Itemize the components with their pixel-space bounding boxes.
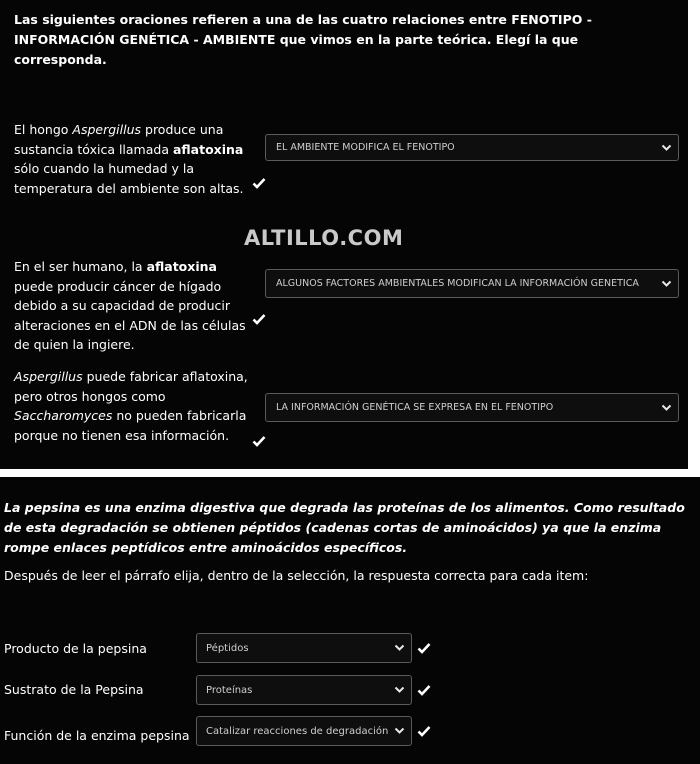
- chevron-down-icon: [394, 686, 405, 694]
- item-label-producto: Producto de la pepsina: [4, 641, 147, 656]
- check-icon: [417, 642, 431, 654]
- question-text-1: El hongo Aspergillus produce una sustancia tóxica llamada aflatoxina sólo cuando la humedad y la temperatura del ambiente son altas.: [14, 122, 244, 196]
- check-icon: [417, 684, 431, 696]
- question-text-3: Aspergillus puede fabricar aflatoxina, pero otros hongos como Saccharomyces no pueden fabricarla porque no tienen esa información.: [14, 369, 248, 443]
- chevron-down-icon: [394, 644, 405, 652]
- check-icon: [252, 435, 266, 447]
- chevron-down-icon: [661, 144, 672, 152]
- item-label-funcion: Función de la enzima pepsina: [4, 728, 190, 743]
- answer-select-2[interactable]: [265, 269, 679, 298]
- check-icon: [252, 313, 266, 325]
- check-icon: [417, 725, 431, 737]
- answer-select-2-value: ALGUNOS FACTORES AMBIENTALES MODIFICAN LA INFORMACIÓN GENETICA: [276, 278, 639, 289]
- item-label-sustrato: Sustrato de la Pepsina: [4, 682, 144, 697]
- chevron-down-icon: [394, 727, 405, 735]
- item-select-producto[interactable]: [196, 633, 412, 663]
- answer-select-1-value: EL AMBIENTE MODIFICA EL FENOTIPO: [276, 142, 455, 153]
- question-intro: Las siguientes oraciones refieren a una de las cuatro relaciones entre FENOTIPO - INFORMACIÓN GENÉTICA - AMBIENTE que vimos en la parte teórica. Elegí la que corresponda.: [14, 12, 592, 67]
- watermark: ALTILLO.COM: [244, 226, 404, 250]
- answer-select-1[interactable]: [265, 134, 679, 161]
- item-select-sustrato-value: Proteínas: [206, 684, 253, 696]
- pepsina-instructions: Después de leer el párrafo elija, dentro de la selección, la respuesta correcta para cada item:: [4, 568, 589, 583]
- item-select-funcion-value: Catalizar reacciones de degradación: [206, 725, 389, 737]
- question-text-2: En el ser humano, la aflatoxina puede producir cáncer de hígado debido a su capacidad de producir alteraciones en el ADN de las células de quien la ingiere.: [14, 259, 246, 352]
- check-icon: [252, 177, 266, 189]
- item-select-sustrato[interactable]: [196, 675, 412, 705]
- chevron-down-icon: [661, 404, 672, 412]
- item-select-funcion[interactable]: [196, 716, 412, 746]
- answer-select-3[interactable]: [265, 393, 679, 422]
- pepsina-paragraph: La pepsina es una enzima digestiva que degrada las proteínas de los alimentos. Como resultado de esta degradación se obtienen péptidos (cadenas cortas de aminoácidos) ya que la enzima rompe enlaces peptídicos entre aminoácidos específicos.: [4, 500, 685, 555]
- chevron-down-icon: [661, 280, 672, 288]
- item-select-producto-value: Péptidos: [206, 642, 249, 654]
- answer-select-3-value: LA INFORMACIÓN GENÉTICA SE EXPRESA EN EL FENOTIPO: [276, 402, 554, 413]
